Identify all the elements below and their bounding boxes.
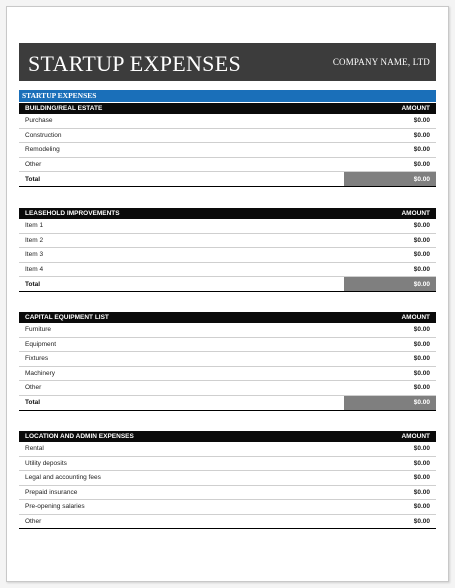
title-banner bbox=[19, 43, 436, 81]
table-row[interactable] bbox=[19, 352, 436, 367]
total-amount: $0.00 bbox=[344, 277, 436, 291]
row-label: Other bbox=[25, 160, 42, 168]
table-row[interactable] bbox=[19, 381, 436, 396]
row-amount[interactable]: $0.00 bbox=[413, 445, 430, 453]
section-title: LOCATION AND ADMIN EXPENSES bbox=[25, 433, 134, 440]
table-row[interactable] bbox=[19, 114, 436, 129]
row-label: Prepaid insurance bbox=[25, 488, 78, 496]
row-amount[interactable]: $0.00 bbox=[413, 459, 430, 467]
amount-header: AMOUNT bbox=[401, 210, 430, 217]
amount-header: AMOUNT bbox=[401, 105, 430, 112]
row-label: Remodeling bbox=[25, 146, 60, 154]
section-capital-equipment bbox=[19, 312, 436, 411]
document-page bbox=[6, 6, 449, 582]
section-title: CAPITAL EQUIPMENT LIST bbox=[25, 314, 109, 321]
row-label: Other bbox=[25, 517, 42, 525]
section-leasehold-improvements bbox=[19, 208, 436, 292]
table-row[interactable] bbox=[19, 486, 436, 501]
row-amount[interactable]: $0.00 bbox=[413, 474, 430, 482]
table-row[interactable] bbox=[19, 515, 436, 530]
row-label: Legal and accounting fees bbox=[25, 474, 101, 482]
amount-header: AMOUNT bbox=[401, 433, 430, 440]
subheader-bar: STARTUP EXPENSES bbox=[19, 90, 436, 102]
row-amount[interactable]: $0.00 bbox=[413, 222, 430, 230]
table-row[interactable] bbox=[19, 367, 436, 382]
row-amount[interactable]: $0.00 bbox=[413, 488, 430, 496]
table-row[interactable] bbox=[19, 129, 436, 144]
table-row[interactable] bbox=[19, 219, 436, 234]
row-amount[interactable]: $0.00 bbox=[413, 251, 430, 259]
total-row bbox=[19, 172, 436, 187]
row-label: Purchase bbox=[25, 117, 53, 125]
total-label: Total bbox=[25, 399, 41, 406]
total-amount: $0.00 bbox=[344, 172, 436, 186]
row-amount[interactable]: $0.00 bbox=[413, 326, 430, 334]
row-amount[interactable]: $0.00 bbox=[413, 265, 430, 273]
row-label: Equipment bbox=[25, 340, 57, 348]
row-label: Item 2 bbox=[25, 236, 44, 244]
row-label: Furniture bbox=[25, 326, 52, 334]
amount-header: AMOUNT bbox=[401, 314, 430, 321]
table-row[interactable] bbox=[19, 442, 436, 457]
row-label: Item 1 bbox=[25, 222, 44, 230]
total-label: Total bbox=[25, 280, 41, 288]
row-amount[interactable]: $0.00 bbox=[413, 117, 430, 125]
table-row[interactable] bbox=[19, 248, 436, 263]
table-row[interactable] bbox=[19, 338, 436, 353]
section-header bbox=[19, 208, 436, 219]
row-label: Construction bbox=[25, 131, 62, 139]
row-amount[interactable]: $0.00 bbox=[413, 517, 430, 525]
row-amount[interactable]: $0.00 bbox=[413, 369, 430, 377]
total-row bbox=[19, 396, 436, 411]
section-header bbox=[19, 103, 436, 114]
row-label: Rental bbox=[25, 445, 44, 453]
row-label: Other bbox=[25, 384, 42, 392]
table-row[interactable] bbox=[19, 234, 436, 249]
row-amount[interactable]: $0.00 bbox=[413, 355, 430, 363]
section-building-real-estate bbox=[19, 103, 436, 187]
row-label: Machinery bbox=[25, 369, 55, 377]
row-amount[interactable]: $0.00 bbox=[413, 131, 430, 139]
table-row[interactable] bbox=[19, 471, 436, 486]
section-header bbox=[19, 312, 436, 323]
company-name: COMPANY NAME, LTD bbox=[332, 57, 430, 67]
row-amount[interactable]: $0.00 bbox=[413, 146, 430, 154]
row-label: Pre-opening salaries bbox=[25, 503, 85, 511]
total-amount: $0.00 bbox=[344, 396, 436, 410]
row-label: Fixtures bbox=[25, 355, 49, 363]
table-row[interactable] bbox=[19, 457, 436, 472]
section-header bbox=[19, 431, 436, 442]
section-title: BUILDING/REAL ESTATE bbox=[25, 105, 103, 112]
row-amount[interactable]: $0.00 bbox=[413, 384, 430, 392]
total-label: Total bbox=[25, 175, 41, 183]
page-title: STARTUP EXPENSES bbox=[28, 51, 241, 76]
table-row[interactable] bbox=[19, 158, 436, 173]
row-amount[interactable]: $0.00 bbox=[413, 160, 430, 168]
row-amount[interactable]: $0.00 bbox=[413, 236, 430, 244]
table-row[interactable] bbox=[19, 143, 436, 158]
row-label: Utility deposits bbox=[25, 459, 67, 467]
table-row[interactable] bbox=[19, 500, 436, 515]
row-amount[interactable]: $0.00 bbox=[413, 340, 430, 348]
section-location-admin bbox=[19, 431, 436, 529]
total-row bbox=[19, 277, 436, 292]
row-amount[interactable]: $0.00 bbox=[413, 503, 430, 511]
row-label: Item 3 bbox=[25, 251, 44, 259]
row-label: Item 4 bbox=[25, 265, 44, 273]
section-title: LEASEHOLD IMPROVEMENTS bbox=[25, 210, 120, 217]
table-row[interactable] bbox=[19, 323, 436, 338]
table-row[interactable] bbox=[19, 263, 436, 278]
